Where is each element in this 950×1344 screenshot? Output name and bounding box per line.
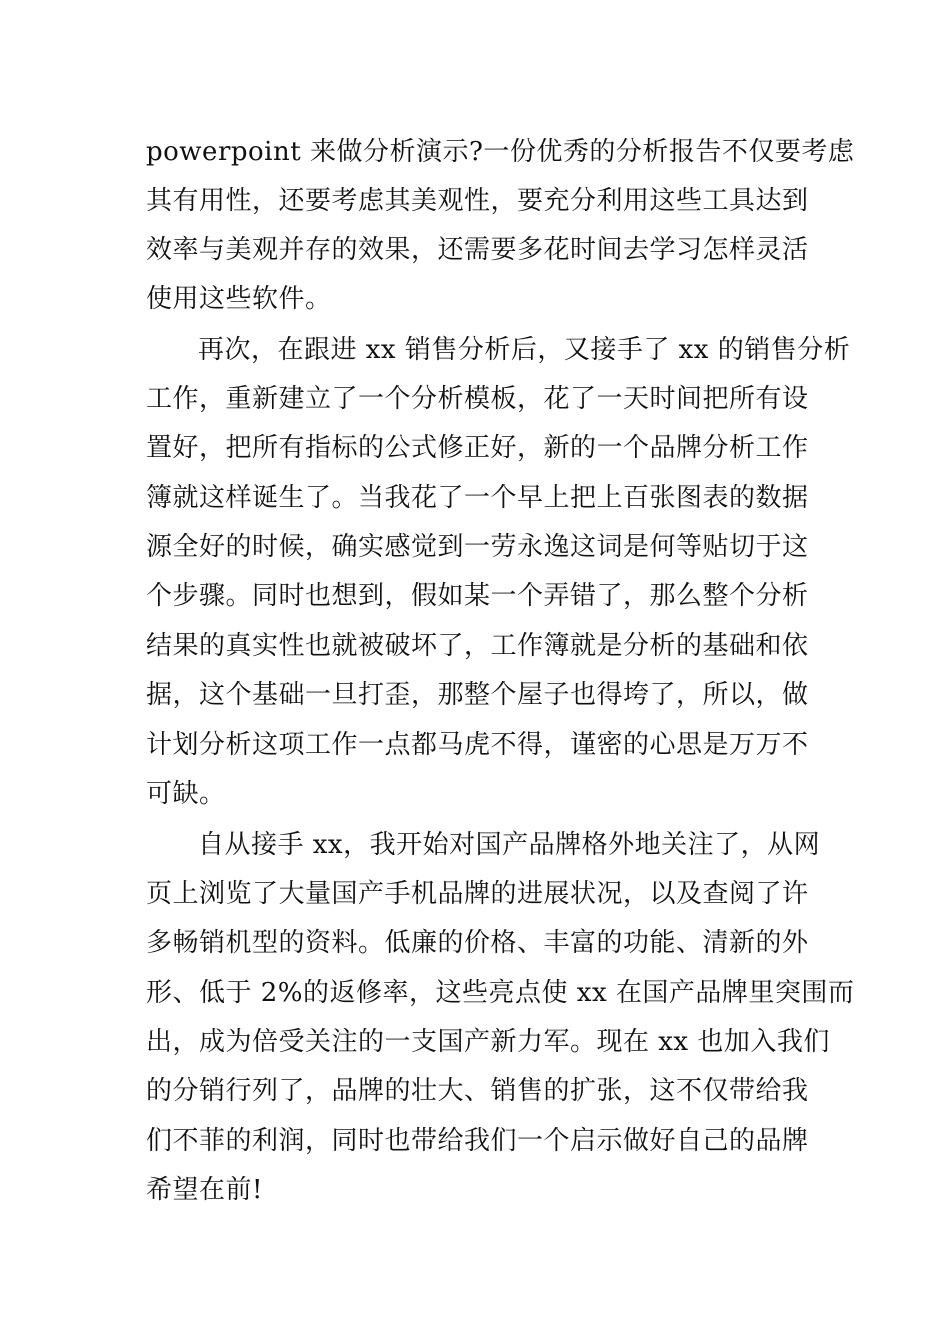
text-line: 的分销行列了，品牌的壮大、销售的扩张，这不仅带给我 [146, 1076, 809, 1106]
text-line: 个步骤。同时也想到，假如某一个弄错了，那么整个分析 [146, 581, 809, 611]
text-line: 据，这个基础一旦打歪，那整个屋子也得垮了，所以，做 [146, 680, 809, 710]
text-line: powerpoint 来做分析演示?一份优秀的分析报告不仅要考虑 [146, 137, 855, 167]
text-line: 多畅销机型的资料。低廉的价格、丰富的功能、清新的外 [146, 928, 809, 958]
text-line: 使用这些软件。 [146, 284, 332, 314]
text-line: 页上浏览了大量国产手机品牌的进展状况，以及查阅了许 [146, 879, 809, 909]
text-line: 出，成为倍受关注的一支国产新力军。现在 xx 也加入我们 [146, 1027, 830, 1057]
text-line: 置好，把所有指标的公式修正好，新的一个品牌分析工作 [146, 433, 809, 463]
text-line: 形、低于 2%的返修率，这些亮点使 xx 在国产品牌里突围而 [146, 978, 855, 1008]
text-line: 自从接手 xx，我开始对国产品牌格外地关注了，从网 [198, 830, 821, 860]
text-line: 簿就这样诞生了。当我花了一个早上把上百张图表的数据 [146, 483, 809, 513]
text-line: 再次，在跟进 xx 销售分析后，又接手了 xx 的销售分析 [198, 335, 851, 365]
text-line: 源全好的时候，确实感觉到一劳永逸这词是何等贴切于这 [146, 532, 809, 562]
text-line: 们不菲的利润，同时也带给我们一个启示做好自己的品牌 [146, 1126, 809, 1156]
text-line: 其有用性，还要考虑其美观性，要充分利用这些工具达到 [146, 186, 809, 216]
text-line: 希望在前! [146, 1175, 263, 1205]
text-line: 工作，重新建立了一个分析模板，花了一天时间把所有设 [146, 384, 809, 414]
text-line: 计划分析这项工作一点都马虎不得，谨密的心思是万万不 [146, 730, 809, 760]
text-line: 效率与美观并存的效果，还需要多花时间去学习怎样灵活 [146, 235, 809, 265]
text-line: 结果的真实性也就被破坏了，工作簿就是分析的基础和依 [146, 631, 809, 661]
text-line: 可缺。 [146, 779, 226, 809]
